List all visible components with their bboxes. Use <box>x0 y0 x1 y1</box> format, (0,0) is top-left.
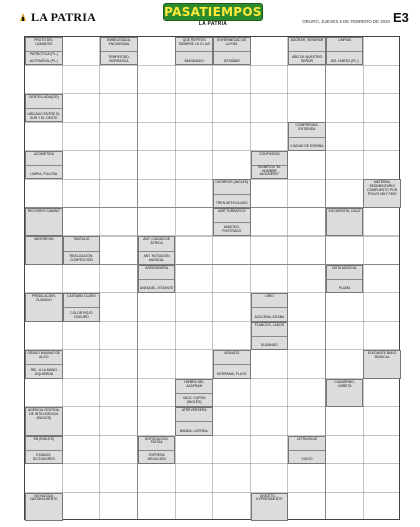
clue-cell-c4 <box>213 37 251 65</box>
clue-text: CUADERNO, LIBRETA <box>334 379 355 388</box>
answer-cell[interactable] <box>63 265 101 293</box>
clue-text: SOFOCACIÓN, FATIGA <box>144 436 169 445</box>
clue-text: MATERIAL SEDIMENTARIO COMPUESTO POR POLVO MUY FINO <box>367 180 398 197</box>
clue-text: CONFUSIÓN <box>259 151 280 156</box>
answer-cell[interactable] <box>63 407 101 435</box>
answer-cell[interactable] <box>363 265 401 293</box>
clue-text: ESTAÑAR <box>223 58 240 63</box>
answer-cell[interactable] <box>63 151 101 179</box>
clue-text: CIUDAD DE ESPAÑA <box>290 143 324 148</box>
answer-cell[interactable] <box>251 208 289 236</box>
answer-cell[interactable] <box>288 293 326 321</box>
answer-cell[interactable] <box>288 464 326 492</box>
answer-cell[interactable] <box>251 379 289 407</box>
answer-cell[interactable] <box>213 464 251 492</box>
clue-divider <box>64 251 100 252</box>
answer-cell[interactable] <box>288 379 326 407</box>
answer-cell[interactable] <box>63 122 101 150</box>
answer-cell[interactable] <box>288 407 326 435</box>
clue-text: ADORAR, VENERAR <box>290 38 324 42</box>
answer-cell[interactable] <box>288 322 326 350</box>
clue-text: DENTELLADA(DO) <box>29 94 59 99</box>
answer-cell[interactable] <box>363 436 401 464</box>
clue-divider <box>289 137 325 138</box>
answer-cell[interactable] <box>138 94 176 122</box>
clue-divider <box>214 194 250 195</box>
section-title: PASATIEMPOS <box>164 5 262 19</box>
clue-divider <box>139 279 175 280</box>
clue-cell-c16 <box>63 236 101 264</box>
answer-cell[interactable] <box>138 65 176 93</box>
torch-icon <box>18 12 28 22</box>
clue-cell-c20 <box>326 265 364 293</box>
answer-cell[interactable] <box>100 493 138 521</box>
answer-cell[interactable] <box>288 208 326 236</box>
clue-cell-c12 <box>363 179 401 207</box>
clue-divider <box>327 51 363 52</box>
answer-cell[interactable] <box>100 94 138 122</box>
clue-text: LIMPIAS <box>337 38 352 42</box>
answer-cell[interactable] <box>251 65 289 93</box>
answer-cell[interactable] <box>213 322 251 350</box>
clue-cell-c23 <box>25 293 63 321</box>
answer-cell[interactable] <box>100 464 138 492</box>
answer-cell[interactable] <box>363 151 401 179</box>
clue-cell-c3 <box>175 37 213 65</box>
clue-cell-c6 <box>326 37 364 65</box>
answer-cell[interactable] <box>25 65 63 93</box>
clue-text: HIEBRA DEL AZAFRAN <box>184 379 205 388</box>
clue-text: AUTOMÓVIL (PL.) <box>29 58 58 63</box>
answer-cell[interactable] <box>138 179 176 207</box>
answer-cell[interactable] <box>326 322 364 350</box>
clue-text: LIMPIA, PULCRA <box>30 172 58 177</box>
clue-cell-c2 <box>100 37 138 65</box>
clue-text: TEMPESTAD, BORRASCA <box>108 54 130 63</box>
answer-cell[interactable] <box>326 493 364 521</box>
answer-cell[interactable] <box>251 94 289 122</box>
clue-text: TREN ARTICULADO <box>215 200 248 205</box>
clue-text: EXPRESA NEGACIÓN <box>147 453 166 462</box>
clue-text: AÑO DE NUESTRO SEÑOR <box>291 54 323 63</box>
newspaper-name: LA PATRIA <box>31 10 97 24</box>
clue-divider <box>176 421 212 422</box>
clue-cell-c32 <box>25 436 63 464</box>
answer-cell[interactable] <box>25 265 63 293</box>
section-subtitle: LA PATRIA <box>198 21 228 27</box>
answer-cell[interactable] <box>363 293 401 321</box>
clue-text: FLANCOS, LADOS <box>254 322 285 327</box>
answer-cell[interactable] <box>138 208 176 236</box>
clue-text: EUCARISTÍA, CÁLIZ <box>328 208 361 213</box>
clue-divider <box>176 51 212 52</box>
clue-text: ANAQUEL, ESTANTE <box>139 286 174 291</box>
clue-cell-c28 <box>175 379 213 407</box>
clue-divider <box>214 364 250 365</box>
answer-cell[interactable] <box>100 436 138 464</box>
answer-cell[interactable] <box>100 236 138 264</box>
clue-cell-c36 <box>251 493 289 521</box>
clue-divider <box>26 450 62 451</box>
clue-text: REL. A LA MANO IZQUIERDA <box>30 367 57 376</box>
clue-text: UBICADO ENTRE EL SUR Y EL OESTE <box>27 111 61 120</box>
clue-text: ELEGANTE BAILE MUSICAL <box>367 351 397 360</box>
answer-cell[interactable] <box>138 37 176 65</box>
clue-divider <box>26 364 62 365</box>
answer-cell[interactable] <box>326 151 364 179</box>
answer-cell[interactable] <box>363 493 401 521</box>
answer-cell[interactable] <box>63 379 101 407</box>
answer-cell[interactable] <box>363 208 401 236</box>
answer-cell[interactable] <box>138 293 176 321</box>
clue-cell-c29 <box>326 379 364 407</box>
answer-cell[interactable] <box>25 179 63 207</box>
answer-cell[interactable] <box>326 94 364 122</box>
clue-text: PATRIOTICA (PL.) <box>29 51 58 56</box>
answer-cell[interactable] <box>251 407 289 435</box>
answer-cell[interactable] <box>251 179 289 207</box>
answer-cell[interactable] <box>100 265 138 293</box>
answer-cell[interactable] <box>138 322 176 350</box>
answer-cell[interactable] <box>251 37 289 65</box>
clue-text: ADIVADO <box>224 351 240 356</box>
answer-cell[interactable] <box>175 293 213 321</box>
clue-cell-c26 <box>213 350 251 378</box>
answer-cell[interactable] <box>326 350 364 378</box>
answer-cell[interactable] <box>288 493 326 521</box>
clue-cell-c7 <box>25 94 63 122</box>
clue-text: VIGOO <box>301 457 313 462</box>
section-brand <box>163 3 263 29</box>
clue-cell-c14 <box>25 208 63 236</box>
clue-cell-c1 <box>25 37 63 65</box>
clue-text: EMBELESADA, ENCANTADA <box>107 38 131 46</box>
answer-cell[interactable] <box>138 407 176 435</box>
answer-cell[interactable] <box>63 436 101 464</box>
clue-cell-c8 <box>288 122 326 150</box>
answer-cell[interactable] <box>251 436 289 464</box>
answer-cell[interactable] <box>213 65 251 93</box>
answer-cell[interactable] <box>100 322 138 350</box>
answer-cell[interactable] <box>326 436 364 464</box>
clue-cell-c17 <box>138 236 176 264</box>
clue-cell-c24 <box>251 322 289 350</box>
clue-cell-c31 <box>25 407 63 435</box>
answer-cell[interactable] <box>100 379 138 407</box>
clue-divider <box>101 51 137 52</box>
clue-text: AGENCIA CENTRAL DE INTELIGENCIA (INGLÉS) <box>27 408 60 420</box>
clue-text: ACOMETIDA <box>33 151 54 156</box>
clue-text: VALE, CUPÓN (INGLÉS) <box>182 396 206 405</box>
answer-cell[interactable] <box>100 293 138 321</box>
clue-divider <box>26 165 62 166</box>
answer-cell[interactable] <box>100 208 138 236</box>
answer-cell[interactable] <box>138 350 176 378</box>
answer-cell[interactable] <box>138 493 176 521</box>
answer-cell[interactable] <box>25 122 63 150</box>
answer-cell[interactable] <box>63 464 101 492</box>
answer-cell[interactable] <box>213 436 251 464</box>
answer-cell[interactable] <box>326 293 364 321</box>
clue-text: TANTALIO <box>73 237 90 242</box>
clue-text: ANT. CIUDAD DE ÁFRICA <box>143 237 171 246</box>
clue-text: AZUCENA, ATISBA <box>254 314 285 319</box>
newspaper-logo <box>18 10 96 25</box>
clue-text: ANT. NOTACIÓN MUSICAL <box>143 253 170 262</box>
answer-cell[interactable] <box>25 464 63 492</box>
answer-cell[interactable] <box>175 179 213 207</box>
clue-text: AMATIDO, POSTRADO <box>222 225 242 234</box>
answer-cell[interactable] <box>326 464 364 492</box>
clue-text: COMPRENDA, ENTIENDA <box>295 123 319 132</box>
answer-cell[interactable] <box>63 179 101 207</box>
answer-cell[interactable] <box>175 322 213 350</box>
clue-text: EN (INGLÉS) <box>33 436 54 441</box>
answer-cell[interactable] <box>63 322 101 350</box>
answer-cell[interactable] <box>363 379 401 407</box>
answer-cell[interactable] <box>213 407 251 435</box>
clue-text: RECORRO CAMINO <box>27 208 60 213</box>
clue-divider <box>64 307 100 308</box>
clue-text: AMÉ TURBATICO <box>218 208 246 213</box>
answer-cell[interactable] <box>326 65 364 93</box>
clue-cell-c21 <box>63 293 101 321</box>
answer-cell[interactable] <box>363 407 401 435</box>
answer-cell[interactable] <box>175 436 213 464</box>
clue-text: ANICETO ... EXPRESIDENTE <box>256 493 283 502</box>
answer-cell[interactable] <box>175 122 213 150</box>
clue-cell-c35 <box>25 493 63 521</box>
clue-text: QUE REPITEN SIEMPRE LA O LAS <box>178 38 210 46</box>
clue-text: FRUTO DEL CAMUESO <box>34 38 54 46</box>
clue-text: ASENTADERA <box>145 265 168 270</box>
clue-cell-c18 <box>25 236 63 264</box>
clue-cell-c13 <box>213 208 251 236</box>
answer-cell[interactable] <box>25 322 63 350</box>
answer-cell[interactable] <box>175 94 213 122</box>
answer-cell[interactable] <box>175 265 213 293</box>
clue-text: ATREVERSERA <box>181 408 207 413</box>
answer-cell[interactable] <box>63 493 101 521</box>
answer-cell[interactable] <box>100 350 138 378</box>
answer-cell[interactable] <box>326 407 364 435</box>
clue-text: LIRIO <box>264 294 274 299</box>
clue-divider <box>26 108 62 109</box>
answer-cell[interactable] <box>138 151 176 179</box>
answer-cell[interactable] <box>100 151 138 179</box>
clue-text: REALIZACIÓN, CONFECCIÓN <box>69 253 94 262</box>
clue-text: DEL HUESO (PL.) <box>330 58 359 63</box>
clue-text: PREDILACIÓN, CUIDADO <box>31 294 56 303</box>
answer-cell[interactable] <box>251 122 289 150</box>
clue-divider <box>327 279 363 280</box>
answer-cell[interactable] <box>213 493 251 521</box>
answer-cell[interactable] <box>100 122 138 150</box>
answer-cell[interactable] <box>100 179 138 207</box>
clue-text: COLOR ROJO OSCURO <box>70 310 93 319</box>
answer-cell[interactable] <box>175 236 213 264</box>
answer-cell[interactable] <box>63 37 101 65</box>
answer-cell[interactable] <box>175 464 213 492</box>
clue-text: BANDA, LATERAL <box>179 428 209 433</box>
clue-text: ENFERMEDAD DE LA PIEL <box>217 38 247 46</box>
answer-cell[interactable] <box>251 236 289 264</box>
clue-divider <box>252 336 288 337</box>
answer-cell[interactable] <box>100 407 138 435</box>
answer-cell[interactable] <box>363 94 401 122</box>
answer-cell[interactable] <box>175 350 213 378</box>
answer-cell[interactable] <box>63 94 101 122</box>
answer-cell[interactable] <box>63 350 101 378</box>
dateline: ORURO, JUEVES 6 DE FEBRERO DE 2020 <box>302 19 390 24</box>
answer-cell[interactable] <box>288 151 326 179</box>
answer-cell[interactable] <box>251 350 289 378</box>
answer-cell[interactable] <box>138 379 176 407</box>
clue-text: NO NACIDA NATURALMENTE <box>30 493 58 502</box>
clue-cell-c11 <box>213 179 251 207</box>
clue-cell-c22 <box>251 293 289 321</box>
answer-cell[interactable] <box>251 265 289 293</box>
answer-cell[interactable] <box>288 236 326 264</box>
answer-cell[interactable] <box>175 493 213 521</box>
answer-cell[interactable] <box>363 236 401 264</box>
clue-divider <box>289 450 325 451</box>
answer-cell[interactable] <box>63 65 101 93</box>
clue-cell-c34 <box>288 436 326 464</box>
answer-cell[interactable] <box>213 94 251 122</box>
clue-text: CASTAÑO CLARO <box>67 294 96 299</box>
clue-cell-c15 <box>326 208 364 236</box>
clue-cell-c27 <box>363 350 401 378</box>
clue-text: DERRAMA, FLUYE <box>216 371 247 376</box>
answer-cell[interactable] <box>175 208 213 236</box>
crossword-grid <box>24 36 400 520</box>
clue-cell-c25 <box>25 350 63 378</box>
answer-cell[interactable] <box>288 265 326 293</box>
answer-cell[interactable] <box>63 208 101 236</box>
clue-text: SIGNIFICA "EL HOMBRE JAGUNERO" <box>257 164 281 177</box>
answer-cell[interactable] <box>288 350 326 378</box>
page-code: E3 <box>393 10 409 25</box>
clue-text: CHORROS (INGLÉS) <box>215 180 249 185</box>
answer-cell[interactable] <box>175 151 213 179</box>
clue-text: PLUMA <box>338 286 351 291</box>
answer-cell[interactable] <box>363 464 401 492</box>
clue-text: DUSANDO <box>260 343 278 348</box>
clue-text: MATORCHA <box>34 237 54 242</box>
answer-cell[interactable] <box>213 151 251 179</box>
answer-cell[interactable] <box>326 122 364 150</box>
answer-cell[interactable] <box>288 65 326 93</box>
clue-divider <box>252 307 288 308</box>
answer-cell[interactable] <box>213 379 251 407</box>
clue-cell-c10 <box>25 151 63 179</box>
answer-cell[interactable] <box>138 122 176 150</box>
answer-cell[interactable] <box>100 65 138 93</box>
clue-text: GRADO MÁXIMO DE ALGO <box>27 351 61 360</box>
clue-text: LETRA BLUE <box>296 436 318 441</box>
answer-cell[interactable] <box>363 322 401 350</box>
answer-cell[interactable] <box>251 464 289 492</box>
clue-cell-c9 <box>251 151 289 179</box>
clue-text: EXANOS, DICTADORES <box>32 453 55 462</box>
clue-text: NOTA MUSICAL <box>332 265 358 270</box>
answer-cell[interactable] <box>363 122 401 150</box>
answer-cell[interactable] <box>213 122 251 150</box>
answer-cell[interactable] <box>175 65 213 93</box>
clue-divider <box>139 450 175 451</box>
clue-cell-c5 <box>288 37 326 65</box>
answer-cell[interactable] <box>326 236 364 264</box>
answer-cell[interactable] <box>213 265 251 293</box>
answer-cell[interactable] <box>213 293 251 321</box>
header <box>0 0 420 34</box>
answer-cell[interactable] <box>213 236 251 264</box>
clue-divider <box>214 51 250 52</box>
clue-text: IMAGINADO <box>184 58 204 63</box>
clue-cell-c30 <box>175 407 213 435</box>
clue-divider <box>289 51 325 52</box>
answer-cell[interactable] <box>138 464 176 492</box>
clue-cell-c33 <box>138 436 176 464</box>
answer-cell[interactable] <box>363 37 401 65</box>
answer-cell[interactable] <box>326 179 364 207</box>
answer-cell[interactable] <box>25 379 63 407</box>
answer-cell[interactable] <box>288 94 326 122</box>
clue-cell-c19 <box>138 265 176 293</box>
answer-cell[interactable] <box>288 179 326 207</box>
clue-divider <box>214 222 250 223</box>
answer-cell[interactable] <box>363 65 401 93</box>
clue-divider <box>139 251 175 252</box>
clue-divider <box>176 393 212 394</box>
